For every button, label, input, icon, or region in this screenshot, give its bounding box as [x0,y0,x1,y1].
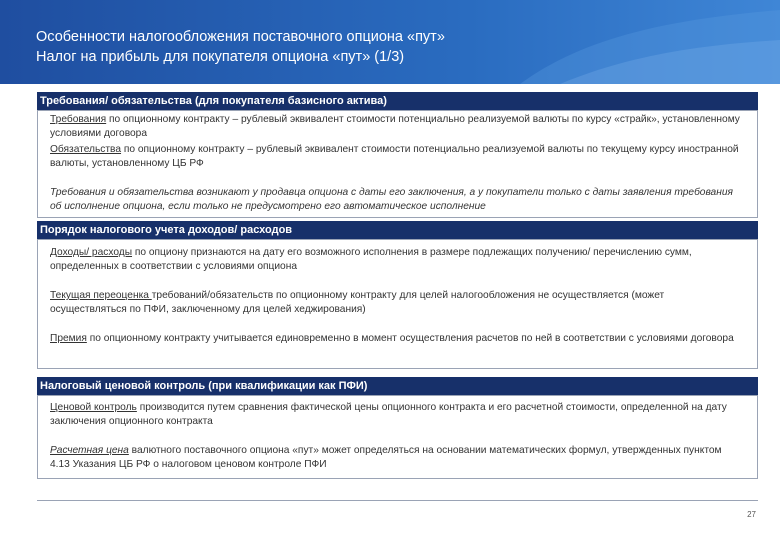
decorative-wave [520,0,780,84]
section-heading-requirements: Требования/ обязательства (для покупателя базисного актива) [37,92,758,110]
page-title: Особенности налогообложения поставочного опциона «пут» [36,29,445,45]
list-item: Обязательства по опционному контракту – рублевый эквивалент стоимости потенциально реализуемой валюты по текущему курсу иностранной валюты, установленному ЦБ РФ [50,144,739,169]
term: Премия [50,333,87,344]
term: Доходы/ расходы [50,247,133,258]
page-number: 27 [747,510,756,519]
list-item: Требования по опционному контракту – рублевый эквивалент стоимости потенциально реализуемой валюты по курсу «страйк», установленному условиями договора [50,114,740,139]
list-item: Расчетная цена валютного поставочного опциона «пут» может определяться на основании математических формул, утвержденных пунктом 4.13 Указания ЦБ РФ о налоговом ценовом контроле ПФИ [50,445,722,470]
page-subtitle: Налог на прибыль для покупателя опциона «пут» (1/3) [36,49,405,65]
section-heading-price-control: Налоговый ценовой контроль (при квалификации как ПФИ) [37,377,758,395]
footer-divider [37,500,758,501]
term: Требования [50,114,107,125]
list-item: Премия по опционному контракту учитывается единовременно в момент осуществления расчетов по ней в соответствии с условиями договора [50,333,734,344]
term: Расчетная цена [50,445,129,456]
header-banner [0,0,780,84]
list-item: Требования и обязательства возникают у продавца опциона с даты его заключения, а у покупатели только с даты заявления требования об исполнение опциона, если только не предусмотрено его автоматическое исполнение [50,187,733,212]
term: Ценовой контроль [50,402,137,413]
list-item: Ценовой контроль производится путем сравнения фактической цены опционного контракта и его расчетной стоимости, определенной на дату заключения опционного контракта [50,402,727,427]
list-item: Текущая переоценка требований/обязательств по опционному контракту для целей налогообложения не осуществляется (может осуществляться по ПФИ, заключенному для целей хеджирования) [50,290,665,315]
list-item: Доходы/ расходы по опциону признаются на дату его возможного исполнения в размере подлежащих получению/ перечислению сумм, определенных в соответствии с условиями опциона [50,247,692,272]
term: Текущая переоценка [50,290,152,301]
section-heading-accounting: Порядок налогового учета доходов/ расходов [37,221,758,239]
term: Обязательства [50,144,122,155]
